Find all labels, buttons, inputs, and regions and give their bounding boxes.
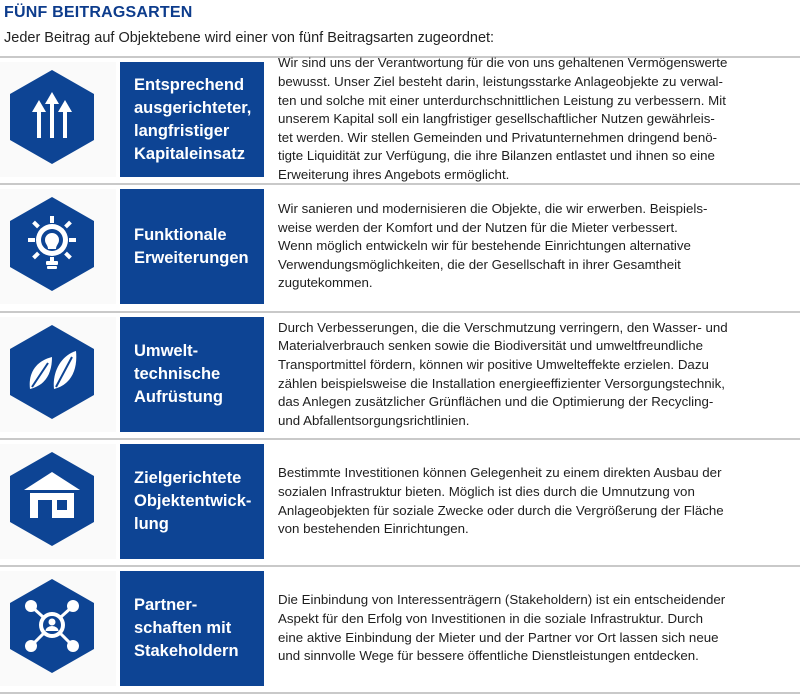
contribution-table	[0, 56, 800, 694]
category-label-text: Funktionale Erweiterungen	[134, 225, 249, 267]
category-description-text: Bestimmte Investitionen können Gelegenheit zu einem direkten Ausbau der sozialen Infrastruktur bieten. Möglich ist dies durch die Umnutzung von Anlageobjekten für soziale Zwecke oder durch die Vergrößerung der Fläche von bestehenden Einrichtungen.	[278, 465, 724, 537]
category-label-text: Umwelt- technische Aufrüstung	[134, 342, 223, 406]
category-label	[120, 189, 264, 304]
category-label-text: Entsprechend ausgerichteter, langfristiger Kapitaleinsatz	[134, 75, 252, 163]
table-row	[0, 56, 800, 183]
intro-text: Jeder Beitrag auf Objektebene wird einer von fünf Beitragsarten zugeordnet:	[4, 30, 495, 46]
arrows-up-icon	[8, 68, 96, 166]
icon-cell	[0, 189, 116, 304]
category-description-text: Die Einbindung von Interessenträgern (Stakeholdern) ist ein entscheidender Aspekt für den Erfolg von Investitionen in die soziale Infrastruktur. Durch eine aktive Einbindung der Mieter und der Partner vor Ort lassen sich neue und sinnvolle Wege für bessere öffentliche Dienstleistungen entdecken.	[278, 592, 726, 664]
table-row	[0, 565, 800, 694]
category-label	[120, 62, 264, 177]
category-description	[278, 55, 794, 182]
table-row	[0, 438, 800, 565]
category-description-text: Wir sind uns der Verantwortung für die von uns gehaltenen Vermögenswerte bewusst. Unser Ziel besteht darin, leistungsstarke Anlageobjekte zu verwal- ten und solche mit einer unterdurchschnittlichen Leistung zu verbessern. Mit unserem Kapital soll ein langfristiger gesellschaftlicher Nutzen gewährleis- tet werden. Wir stellen Gemeinden und Privatunternehmen dringend benö- tigte Liquidität zur Verfügung, die ihre Bilanzen entlastet und ihnen so eine Erweiterung ihres Angebots ermöglicht.	[278, 55, 728, 182]
lightbulb-gear-icon	[8, 195, 96, 293]
category-label	[120, 444, 264, 559]
category-label	[120, 571, 264, 686]
category-label-text: Zielgerichtete Objektentwick- lung	[134, 469, 252, 533]
icon-cell	[0, 62, 116, 177]
icon-cell	[0, 444, 116, 559]
category-description	[278, 317, 794, 432]
leaf-icon	[8, 323, 96, 421]
icon-cell	[0, 317, 116, 432]
page-title: FÜNF BEITRAGSARTEN	[4, 4, 193, 21]
category-label-text: Partner- schaften mit Stakeholdern	[134, 596, 239, 660]
icon-cell	[0, 571, 116, 686]
table-row	[0, 183, 800, 311]
category-description	[278, 571, 794, 686]
category-description-text: Durch Verbesserungen, die die Verschmutzung verringern, den Wasser- und Materialverbrauch senken sowie die Biodiversität und umweltfreundliche Transportmittel fördern, können wir positive Umwelteffekte erzielen. Dazu zählen beispielsweise die Installation energieeffizienter Versorgungstechnik, das Anlegen zusätzlicher Grünflächen und die Optimierung der Recycling- und Abfallentsorgungsrichtlinien.	[278, 319, 728, 428]
category-label	[120, 317, 264, 432]
category-description-text: Wir sanieren und modernisieren die Objekte, die wir erwerben. Beispiels- weise werden der Komfort und der Nutzen für die Mieter verbessert. Wenn möglich entwickeln wir für bestehende Einrichtungen alternative Verwendungsmöglichkeiten, die der Gesellschaft in ihrer Gesamtheit zugutekommen.	[278, 201, 708, 291]
network-icon	[8, 577, 96, 675]
category-description	[278, 189, 794, 304]
building-icon	[8, 450, 96, 548]
category-description	[278, 444, 794, 559]
table-row	[0, 311, 800, 438]
